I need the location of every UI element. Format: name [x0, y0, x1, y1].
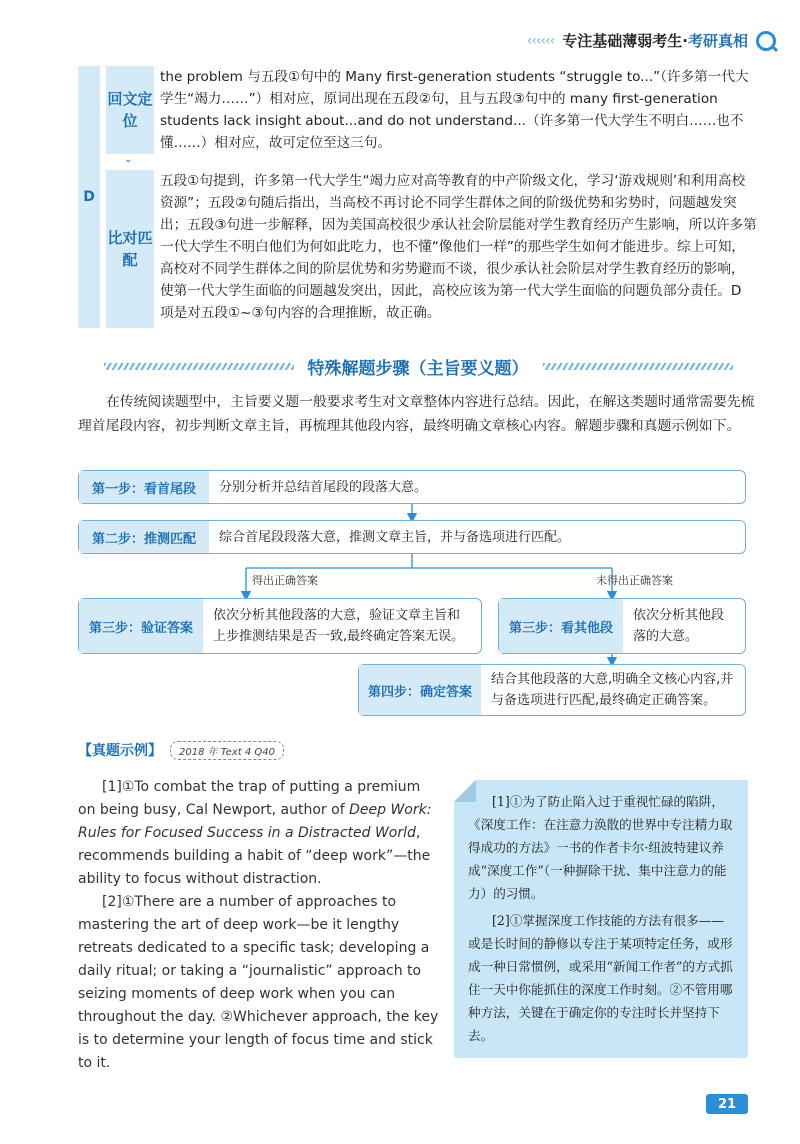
label-locate: 回文定位	[106, 66, 154, 154]
step2-desc: 综合首尾段段落大意，推测文章主旨，并与备选项进行匹配。	[219, 529, 571, 545]
label-compare: 比对匹配	[106, 170, 154, 328]
step4-desc: 结合其他段落的大意,明确全文核心内容,并与备选项进行匹配,最终确定正确答案。	[491, 672, 734, 708]
answer-letter: D	[78, 66, 100, 328]
section-title: 特殊解题步骤（主旨要义题）	[307, 359, 529, 379]
stripe-right-decoration	[543, 363, 733, 370]
en-p1-text-a: [1]①To combat the trap of putting a premium on being busy, Cal Newport, author of	[78, 779, 421, 818]
flow-step-3-other	[498, 598, 746, 654]
stripe-left-decoration	[104, 363, 294, 370]
header-title-prefix: 专注基础薄弱考生	[562, 32, 683, 50]
step3a-label: 第三步：验证答案	[79, 599, 203, 653]
step2-label: 第二步：推测匹配	[79, 521, 209, 553]
step3b-desc: 依次分析其他段落的大意。	[633, 608, 725, 644]
english-passage	[78, 776, 440, 1075]
header-title	[562, 30, 748, 51]
answer-analysis	[78, 66, 758, 328]
step1-desc: 分别分析并总结首尾段的段落大意。	[219, 479, 428, 495]
example-heading	[78, 740, 284, 760]
locate-text: the problem 与五段①句中的 Many first-generation students “struggle to...”（许多第一代大学生“竭力……”）相对应，原词出现在五段②句，且与五段③句中的 many first-generation students lack insight about...and do not understand...（许多第一代大学生不明白……也不懂……）相对应，故可定位至这三句。	[160, 69, 749, 151]
en-p1-book-title: Deep Work: Rules for Focused Success in a Distracted World	[78, 802, 432, 841]
step3a-desc: 依次分析其他段落的大意，验证文章主旨和上步推测结果是否一致,最终确定答案无误。	[213, 608, 465, 644]
branch-label-yes: 得出正确答案	[252, 574, 318, 587]
step4-label: 第四步：确定答案	[359, 665, 481, 715]
branch-label-no: 未得出正确答案	[596, 574, 673, 587]
page-fold-decoration	[454, 780, 476, 802]
cn-paragraph-2: [2]①掌握深度工作技能的方法有很多——或是长时间的静修以专注于某项特定任务，或形成一种日常惯例，或采用“新闻工作者”的方式抓住一天中你能抓住的深度工作时刻。②不管用哪种方法，关键在于确定你的专注时长并坚持下去。	[468, 913, 733, 1043]
flow-step-2	[78, 520, 746, 554]
en-paragraph-2: [2]①There are a number of approaches to mastering the art of deep work—be it lengthy retreats dedicated to a specific task; developing a daily ritual; or taking a “journalistic” approach to seizing moments of deep work when you can throughout the day. ②Whichever approach, the key is to determine your length of focus time and stick to it.	[78, 894, 439, 1071]
header-title-dot: ·	[682, 32, 688, 50]
section-intro: 在传统阅读题型中，主旨要义题一般要求考生对文章整体内容进行总结。因此，在解这类题时通常需要先梳理首尾段内容，初步判断文章主旨，再梳理其他段内容，最终明确文章核心内容。解题步骤和真题示例如下。	[78, 394, 755, 434]
en-paragraph-1	[78, 776, 440, 891]
running-header	[527, 30, 776, 51]
flow-step-4	[358, 664, 746, 716]
compare-text: 五段①句提到，许多第一代大学生“竭力应对高等教育的中产阶级文化，学习‘游戏规则’和利用高校资源”；五段②句随后指出，当高校不再讨论不同学生群体之间的阶级优势和劣势时，问题越发突出；五段③句进一步解释，因为美国高校很少承认社会阶层能对学生教育经历产生影响，所以许多第一代大学生不明白他们为何如此吃力，也不懂“像他们一样”的那些学生如何才能进步。综上可知，高校对不同学生群体之间的阶层优势和劣势避而不谈，很少承认社会阶层对学生教育经历的影响，使第一代大学生面临的问题越发突出，因此，高校应该为第一代大学生面临的问题负部分责任。D 项是对五段①~③句内容的合理推断，故正确。	[160, 173, 757, 321]
page-number: 21	[706, 1094, 748, 1114]
example-title: 【真题示例】	[78, 743, 162, 759]
en-p1-text-b: , recommends building a habit of “deep work”—the ability to focus without distraction.	[78, 825, 431, 887]
flow-step-3-verify	[78, 598, 482, 654]
chinese-translation-box	[454, 780, 748, 1058]
example-source-badge: 2018 年 Text 4 Q40	[170, 741, 284, 760]
step3b-label: 第三步：看其他段	[499, 599, 623, 653]
step1-label: 第一步：看首尾段	[79, 471, 209, 503]
section-heading	[78, 354, 758, 379]
flow-step-1	[78, 470, 746, 504]
cn-paragraph-1: [1]①为了防止陷入过于重视忙碌的陷阱，《深度工作：在注意力涣散的世界中专注精力取得成功的方法》一书的作者卡尔·纽波特建议养成“深度工作”（一种摒除干扰、集中注意力的能力）的习惯。	[468, 794, 733, 901]
chevron-down-icon: ⌄	[124, 154, 133, 165]
search-icon	[756, 31, 776, 51]
header-title-accent: 考研真相	[687, 32, 748, 50]
chevrons-left-icon: ‹‹‹‹‹‹	[526, 32, 555, 49]
